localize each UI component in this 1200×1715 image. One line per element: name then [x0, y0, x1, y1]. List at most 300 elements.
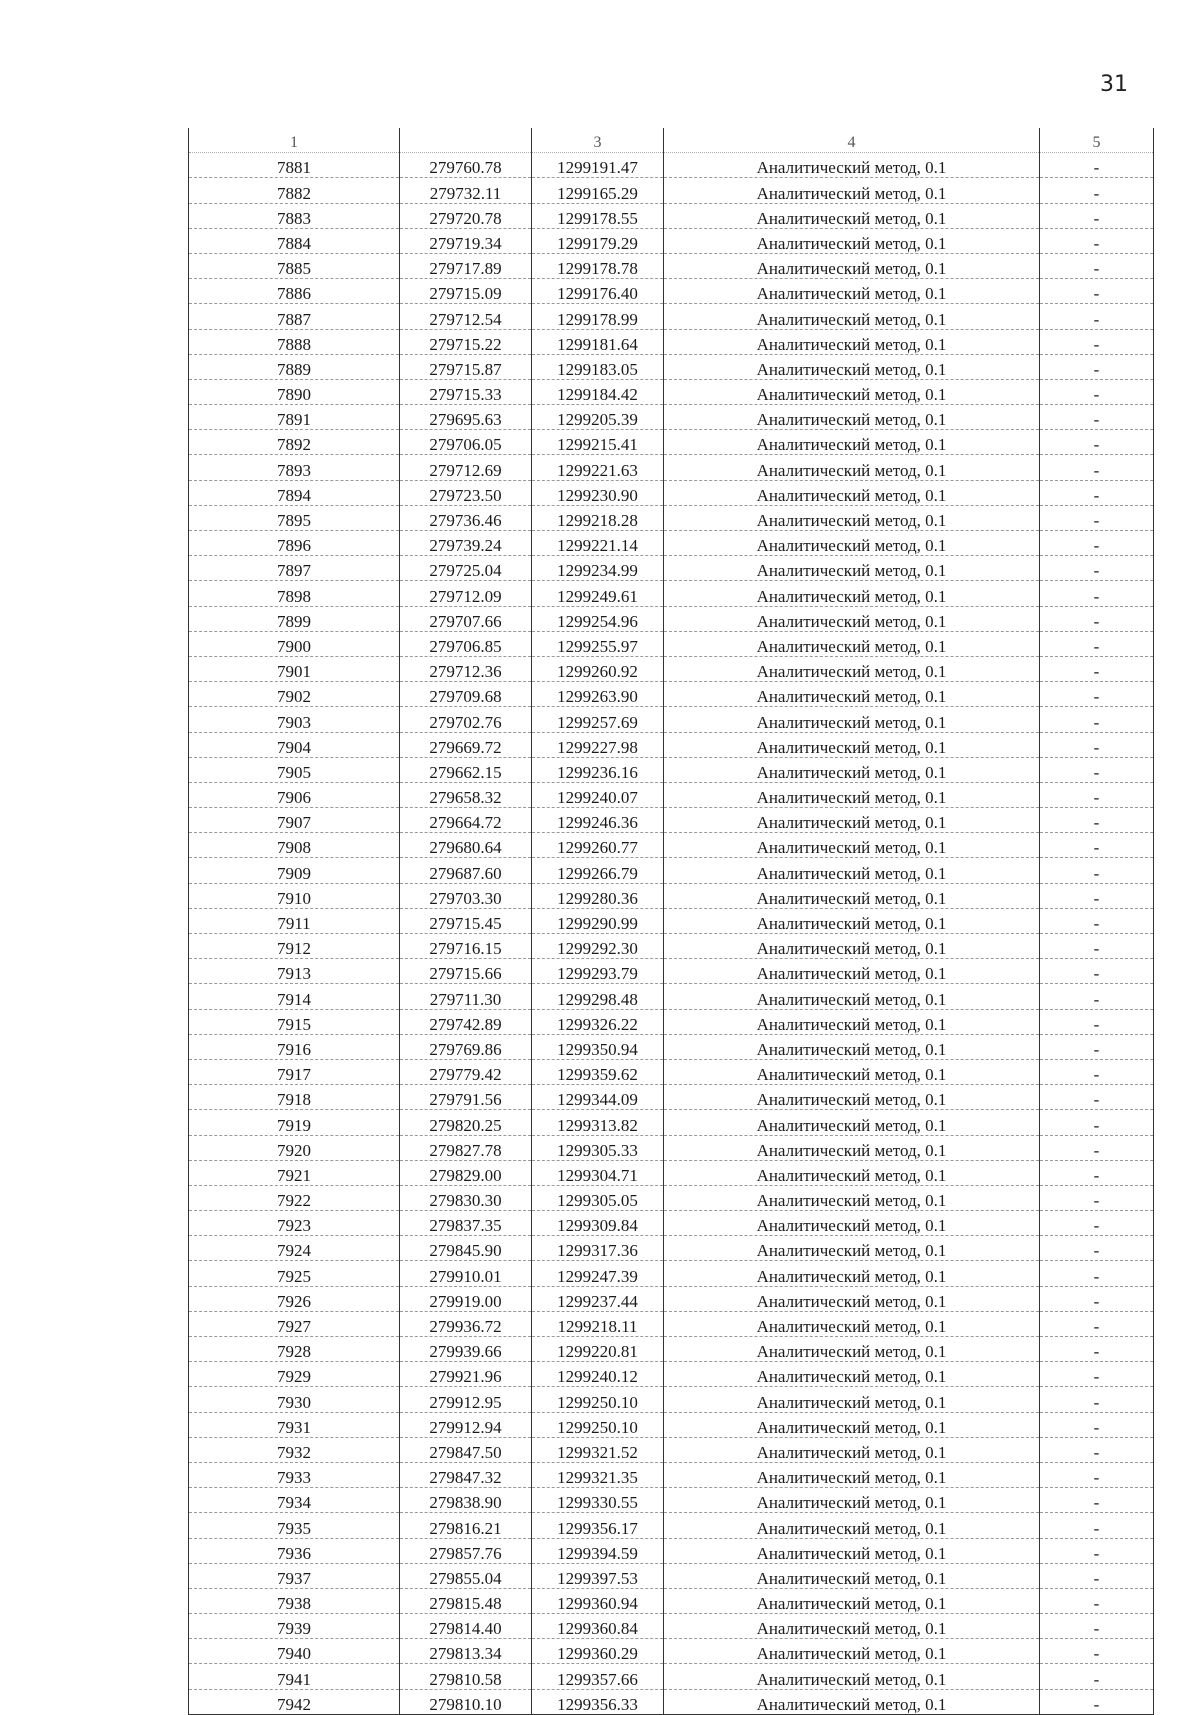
y-coordinate-cell: 1299215.41 — [532, 430, 664, 455]
table-row — [189, 1588, 1154, 1613]
point-number-cell: 7881 — [189, 153, 400, 178]
note-cell: - — [1040, 757, 1154, 782]
x-coordinate-cell: 279709.68 — [400, 682, 532, 707]
point-number-cell: 7931 — [189, 1412, 400, 1437]
point-number-cell: 7934 — [189, 1488, 400, 1513]
y-coordinate-cell: 1299254.96 — [532, 606, 664, 631]
table-row — [189, 1135, 1154, 1160]
x-coordinate-cell: 279845.90 — [400, 1236, 532, 1261]
table-row — [189, 279, 1154, 304]
note-cell: - — [1040, 1437, 1154, 1462]
table-row — [189, 581, 1154, 606]
y-coordinate-cell: 1299360.84 — [532, 1614, 664, 1639]
point-number-cell: 7925 — [189, 1261, 400, 1286]
y-coordinate-cell: 1299326.22 — [532, 1009, 664, 1034]
method-cell: Аналитический метод, 0.1 — [664, 833, 1040, 858]
point-number-cell: 7927 — [189, 1311, 400, 1336]
method-cell: Аналитический метод, 0.1 — [664, 329, 1040, 354]
point-number-cell: 7928 — [189, 1337, 400, 1362]
note-cell: - — [1040, 178, 1154, 203]
method-cell: Аналитический метод, 0.1 — [664, 480, 1040, 505]
x-coordinate-cell: 279939.66 — [400, 1337, 532, 1362]
y-coordinate-cell: 1299360.29 — [532, 1639, 664, 1664]
table-row — [189, 631, 1154, 656]
x-coordinate-cell: 279910.01 — [400, 1261, 532, 1286]
x-coordinate-cell: 279732.11 — [400, 178, 532, 203]
y-coordinate-cell: 1299246.36 — [532, 808, 664, 833]
table-row — [189, 1286, 1154, 1311]
x-coordinate-cell: 279706.85 — [400, 631, 532, 656]
table-row — [189, 732, 1154, 757]
method-cell: Аналитический метод, 0.1 — [664, 908, 1040, 933]
table-row — [189, 1614, 1154, 1639]
y-coordinate-cell: 1299263.90 — [532, 682, 664, 707]
x-coordinate-cell: 279680.64 — [400, 833, 532, 858]
method-cell: Аналитический метод, 0.1 — [664, 1689, 1040, 1714]
x-coordinate-cell: 279855.04 — [400, 1563, 532, 1588]
y-coordinate-cell: 1299179.29 — [532, 228, 664, 253]
note-cell: - — [1040, 379, 1154, 404]
x-coordinate-cell: 279669.72 — [400, 732, 532, 757]
table-header-row — [189, 128, 1154, 153]
note-cell: - — [1040, 279, 1154, 304]
y-coordinate-cell: 1299260.77 — [532, 833, 664, 858]
method-cell: Аналитический метод, 0.1 — [664, 883, 1040, 908]
point-number-cell: 7937 — [189, 1563, 400, 1588]
note-cell: - — [1040, 707, 1154, 732]
y-coordinate-cell: 1299280.36 — [532, 883, 664, 908]
point-number-cell: 7891 — [189, 405, 400, 430]
method-cell: Аналитический метод, 0.1 — [664, 1437, 1040, 1462]
note-cell: - — [1040, 1513, 1154, 1538]
point-number-cell: 7901 — [189, 656, 400, 681]
table-row — [189, 1412, 1154, 1437]
method-cell: Аналитический метод, 0.1 — [664, 858, 1040, 883]
method-cell: Аналитический метод, 0.1 — [664, 279, 1040, 304]
x-coordinate-cell: 279791.56 — [400, 1085, 532, 1110]
x-coordinate-cell: 279717.89 — [400, 253, 532, 278]
y-coordinate-cell: 1299305.05 — [532, 1185, 664, 1210]
table-row — [189, 405, 1154, 430]
column-header-5: 5 — [1040, 128, 1154, 153]
y-coordinate-cell: 1299305.33 — [532, 1135, 664, 1160]
point-number-cell: 7924 — [189, 1236, 400, 1261]
point-number-cell: 7911 — [189, 908, 400, 933]
y-coordinate-cell: 1299221.63 — [532, 455, 664, 480]
y-coordinate-cell: 1299176.40 — [532, 279, 664, 304]
note-cell: - — [1040, 253, 1154, 278]
point-number-cell: 7902 — [189, 682, 400, 707]
table-row — [189, 782, 1154, 807]
note-cell: - — [1040, 908, 1154, 933]
x-coordinate-cell: 279720.78 — [400, 203, 532, 228]
note-cell: - — [1040, 883, 1154, 908]
table-row — [189, 1664, 1154, 1689]
y-coordinate-cell: 1299250.10 — [532, 1387, 664, 1412]
method-cell: Аналитический метод, 0.1 — [664, 656, 1040, 681]
method-cell: Аналитический метод, 0.1 — [664, 1311, 1040, 1336]
x-coordinate-cell: 279723.50 — [400, 480, 532, 505]
y-coordinate-cell: 1299181.64 — [532, 329, 664, 354]
x-coordinate-cell: 279703.30 — [400, 883, 532, 908]
point-number-cell: 7882 — [189, 178, 400, 203]
y-coordinate-cell: 1299313.82 — [532, 1110, 664, 1135]
table-row — [189, 1085, 1154, 1110]
note-cell: - — [1040, 228, 1154, 253]
table-row — [189, 1538, 1154, 1563]
y-coordinate-cell: 1299191.47 — [532, 153, 664, 178]
x-coordinate-cell: 279830.30 — [400, 1185, 532, 1210]
table-row — [189, 707, 1154, 732]
method-cell: Аналитический метод, 0.1 — [664, 304, 1040, 329]
y-coordinate-cell: 1299266.79 — [532, 858, 664, 883]
point-number-cell: 7899 — [189, 606, 400, 631]
table-row — [189, 531, 1154, 556]
table-row — [189, 556, 1154, 581]
x-coordinate-cell: 279715.45 — [400, 908, 532, 933]
table-row — [189, 908, 1154, 933]
note-cell: - — [1040, 1236, 1154, 1261]
table-row — [189, 1437, 1154, 1462]
note-cell: - — [1040, 405, 1154, 430]
table-row — [189, 959, 1154, 984]
table-row — [189, 430, 1154, 455]
x-coordinate-cell: 279712.36 — [400, 656, 532, 681]
y-coordinate-cell: 1299220.81 — [532, 1337, 664, 1362]
x-coordinate-cell: 279742.89 — [400, 1009, 532, 1034]
table-row — [189, 203, 1154, 228]
point-number-cell: 7904 — [189, 732, 400, 757]
y-coordinate-cell: 1299178.55 — [532, 203, 664, 228]
x-coordinate-cell: 279847.32 — [400, 1462, 532, 1487]
method-cell: Аналитический метод, 0.1 — [664, 1261, 1040, 1286]
y-coordinate-cell: 1299234.99 — [532, 556, 664, 581]
method-cell: Аналитический метод, 0.1 — [664, 1588, 1040, 1613]
table-row — [189, 1513, 1154, 1538]
x-coordinate-cell: 279736.46 — [400, 505, 532, 530]
x-coordinate-cell: 279706.05 — [400, 430, 532, 455]
x-coordinate-cell: 279912.95 — [400, 1387, 532, 1412]
table-row — [189, 1311, 1154, 1336]
method-cell: Аналитический метод, 0.1 — [664, 228, 1040, 253]
x-coordinate-cell: 279810.58 — [400, 1664, 532, 1689]
y-coordinate-cell: 1299178.99 — [532, 304, 664, 329]
note-cell: - — [1040, 808, 1154, 833]
table-row — [189, 606, 1154, 631]
method-cell: Аналитический метод, 0.1 — [664, 631, 1040, 656]
method-cell: Аналитический метод, 0.1 — [664, 732, 1040, 757]
note-cell: - — [1040, 858, 1154, 883]
method-cell: Аналитический метод, 0.1 — [664, 1563, 1040, 1588]
note-cell: - — [1040, 682, 1154, 707]
table-row — [189, 1211, 1154, 1236]
point-number-cell: 7923 — [189, 1211, 400, 1236]
point-number-cell: 7895 — [189, 505, 400, 530]
point-number-cell: 7907 — [189, 808, 400, 833]
table-row — [189, 1236, 1154, 1261]
note-cell: - — [1040, 354, 1154, 379]
x-coordinate-cell: 279712.69 — [400, 455, 532, 480]
y-coordinate-cell: 1299356.33 — [532, 1689, 664, 1714]
note-cell: - — [1040, 531, 1154, 556]
note-cell: - — [1040, 782, 1154, 807]
point-number-cell: 7884 — [189, 228, 400, 253]
x-coordinate-cell: 279658.32 — [400, 782, 532, 807]
point-number-cell: 7894 — [189, 480, 400, 505]
table-row — [189, 833, 1154, 858]
note-cell: - — [1040, 833, 1154, 858]
point-number-cell: 7914 — [189, 984, 400, 1009]
table-row — [189, 1387, 1154, 1412]
table-row — [189, 1059, 1154, 1084]
point-number-cell: 7888 — [189, 329, 400, 354]
y-coordinate-cell: 1299236.16 — [532, 757, 664, 782]
method-cell: Аналитический метод, 0.1 — [664, 1211, 1040, 1236]
method-cell: Аналитический метод, 0.1 — [664, 430, 1040, 455]
point-number-cell: 7917 — [189, 1059, 400, 1084]
table-row — [189, 253, 1154, 278]
method-cell: Аналитический метод, 0.1 — [664, 1085, 1040, 1110]
table-row — [189, 1362, 1154, 1387]
x-coordinate-cell: 279725.04 — [400, 556, 532, 581]
note-cell: - — [1040, 329, 1154, 354]
x-coordinate-cell: 279827.78 — [400, 1135, 532, 1160]
method-cell: Аналитический метод, 0.1 — [664, 1412, 1040, 1437]
note-cell: - — [1040, 556, 1154, 581]
note-cell: - — [1040, 455, 1154, 480]
table-row — [189, 1563, 1154, 1588]
y-coordinate-cell: 1299230.90 — [532, 480, 664, 505]
method-cell: Аналитический метод, 0.1 — [664, 1135, 1040, 1160]
method-cell: Аналитический метод, 0.1 — [664, 1059, 1040, 1084]
point-number-cell: 7913 — [189, 959, 400, 984]
x-coordinate-cell: 279769.86 — [400, 1034, 532, 1059]
y-coordinate-cell: 1299304.71 — [532, 1160, 664, 1185]
method-cell: Аналитический метод, 0.1 — [664, 153, 1040, 178]
note-cell: - — [1040, 1689, 1154, 1714]
method-cell: Аналитический метод, 0.1 — [664, 934, 1040, 959]
y-coordinate-cell: 1299237.44 — [532, 1286, 664, 1311]
note-cell: - — [1040, 430, 1154, 455]
y-coordinate-cell: 1299240.07 — [532, 782, 664, 807]
note-cell: - — [1040, 1639, 1154, 1664]
note-cell: - — [1040, 304, 1154, 329]
table-row — [189, 682, 1154, 707]
table-row — [189, 455, 1154, 480]
page-number: 31 — [1100, 72, 1128, 97]
coordinates-table — [188, 128, 1154, 1715]
method-cell: Аналитический метод, 0.1 — [664, 1362, 1040, 1387]
table-row — [189, 228, 1154, 253]
note-cell: - — [1040, 1614, 1154, 1639]
table-row — [189, 354, 1154, 379]
y-coordinate-cell: 1299350.94 — [532, 1034, 664, 1059]
y-coordinate-cell: 1299250.10 — [532, 1412, 664, 1437]
x-coordinate-cell: 279838.90 — [400, 1488, 532, 1513]
point-number-cell: 7890 — [189, 379, 400, 404]
column-header-2 — [400, 128, 532, 153]
table-row — [189, 934, 1154, 959]
x-coordinate-cell: 279837.35 — [400, 1211, 532, 1236]
note-cell: - — [1040, 1337, 1154, 1362]
method-cell: Аналитический метод, 0.1 — [664, 1110, 1040, 1135]
y-coordinate-cell: 1299165.29 — [532, 178, 664, 203]
method-cell: Аналитический метод, 0.1 — [664, 1160, 1040, 1185]
table-row — [189, 883, 1154, 908]
x-coordinate-cell: 279816.21 — [400, 1513, 532, 1538]
y-coordinate-cell: 1299357.66 — [532, 1664, 664, 1689]
x-coordinate-cell: 279936.72 — [400, 1311, 532, 1336]
point-number-cell: 7898 — [189, 581, 400, 606]
x-coordinate-cell: 279715.66 — [400, 959, 532, 984]
point-number-cell: 7932 — [189, 1437, 400, 1462]
method-cell: Аналитический метод, 0.1 — [664, 178, 1040, 203]
method-cell: Аналитический метод, 0.1 — [664, 808, 1040, 833]
point-number-cell: 7916 — [189, 1034, 400, 1059]
method-cell: Аналитический метод, 0.1 — [664, 1387, 1040, 1412]
y-coordinate-cell: 1299221.14 — [532, 531, 664, 556]
y-coordinate-cell: 1299178.78 — [532, 253, 664, 278]
note-cell: - — [1040, 984, 1154, 1009]
y-coordinate-cell: 1299360.94 — [532, 1588, 664, 1613]
table-row — [189, 1110, 1154, 1135]
table-row — [189, 656, 1154, 681]
point-number-cell: 7941 — [189, 1664, 400, 1689]
method-cell: Аналитический метод, 0.1 — [664, 1236, 1040, 1261]
table-row — [189, 505, 1154, 530]
note-cell: - — [1040, 1588, 1154, 1613]
point-number-cell: 7919 — [189, 1110, 400, 1135]
note-cell: - — [1040, 1488, 1154, 1513]
x-coordinate-cell: 279712.09 — [400, 581, 532, 606]
table-row — [189, 480, 1154, 505]
table-row — [189, 808, 1154, 833]
x-coordinate-cell: 279711.30 — [400, 984, 532, 1009]
y-coordinate-cell: 1299321.52 — [532, 1437, 664, 1462]
table-row — [189, 379, 1154, 404]
table-row — [189, 1639, 1154, 1664]
table-body — [189, 153, 1154, 1715]
point-number-cell: 7921 — [189, 1160, 400, 1185]
note-cell: - — [1040, 1034, 1154, 1059]
method-cell: Аналитический метод, 0.1 — [664, 505, 1040, 530]
point-number-cell: 7908 — [189, 833, 400, 858]
point-number-cell: 7909 — [189, 858, 400, 883]
y-coordinate-cell: 1299184.42 — [532, 379, 664, 404]
table-row — [189, 1009, 1154, 1034]
note-cell: - — [1040, 1362, 1154, 1387]
method-cell: Аналитический метод, 0.1 — [664, 606, 1040, 631]
y-coordinate-cell: 1299330.55 — [532, 1488, 664, 1513]
table-row — [189, 178, 1154, 203]
x-coordinate-cell: 279739.24 — [400, 531, 532, 556]
y-coordinate-cell: 1299240.12 — [532, 1362, 664, 1387]
note-cell: - — [1040, 1085, 1154, 1110]
point-number-cell: 7933 — [189, 1462, 400, 1487]
column-header-3: 3 — [532, 128, 664, 153]
table-row — [189, 984, 1154, 1009]
point-number-cell: 7926 — [189, 1286, 400, 1311]
note-cell: - — [1040, 959, 1154, 984]
table-row — [189, 858, 1154, 883]
note-cell: - — [1040, 1110, 1154, 1135]
table-row — [189, 1261, 1154, 1286]
table-row — [189, 304, 1154, 329]
y-coordinate-cell: 1299183.05 — [532, 354, 664, 379]
note-cell: - — [1040, 934, 1154, 959]
x-coordinate-cell: 279662.15 — [400, 757, 532, 782]
y-coordinate-cell: 1299205.39 — [532, 405, 664, 430]
table-row — [189, 1034, 1154, 1059]
y-coordinate-cell: 1299290.99 — [532, 908, 664, 933]
y-coordinate-cell: 1299255.97 — [532, 631, 664, 656]
note-cell: - — [1040, 1261, 1154, 1286]
point-number-cell: 7883 — [189, 203, 400, 228]
method-cell: Аналитический метод, 0.1 — [664, 1286, 1040, 1311]
method-cell: Аналитический метод, 0.1 — [664, 707, 1040, 732]
point-number-cell: 7940 — [189, 1639, 400, 1664]
point-number-cell: 7918 — [189, 1085, 400, 1110]
y-coordinate-cell: 1299247.39 — [532, 1261, 664, 1286]
y-coordinate-cell: 1299359.62 — [532, 1059, 664, 1084]
point-number-cell: 7915 — [189, 1009, 400, 1034]
table-row — [189, 1160, 1154, 1185]
y-coordinate-cell: 1299293.79 — [532, 959, 664, 984]
note-cell: - — [1040, 606, 1154, 631]
method-cell: Аналитический метод, 0.1 — [664, 1337, 1040, 1362]
table-row — [189, 329, 1154, 354]
point-number-cell: 7910 — [189, 883, 400, 908]
note-cell: - — [1040, 1160, 1154, 1185]
note-cell: - — [1040, 631, 1154, 656]
x-coordinate-cell: 279715.09 — [400, 279, 532, 304]
method-cell: Аналитический метод, 0.1 — [664, 757, 1040, 782]
x-coordinate-cell: 279814.40 — [400, 1614, 532, 1639]
x-coordinate-cell: 279779.42 — [400, 1059, 532, 1084]
x-coordinate-cell: 279702.76 — [400, 707, 532, 732]
table-row — [189, 1337, 1154, 1362]
point-number-cell: 7903 — [189, 707, 400, 732]
method-cell: Аналитический метод, 0.1 — [664, 531, 1040, 556]
point-number-cell: 7893 — [189, 455, 400, 480]
method-cell: Аналитический метод, 0.1 — [664, 354, 1040, 379]
point-number-cell: 7939 — [189, 1614, 400, 1639]
note-cell: - — [1040, 505, 1154, 530]
note-cell: - — [1040, 153, 1154, 178]
y-coordinate-cell: 1299218.11 — [532, 1311, 664, 1336]
x-coordinate-cell: 279813.34 — [400, 1639, 532, 1664]
point-number-cell: 7897 — [189, 556, 400, 581]
x-coordinate-cell: 279815.48 — [400, 1588, 532, 1613]
table-row — [189, 1185, 1154, 1210]
point-number-cell: 7938 — [189, 1588, 400, 1613]
note-cell: - — [1040, 203, 1154, 228]
note-cell: - — [1040, 1387, 1154, 1412]
method-cell: Аналитический метод, 0.1 — [664, 1639, 1040, 1664]
x-coordinate-cell: 279719.34 — [400, 228, 532, 253]
note-cell: - — [1040, 1412, 1154, 1437]
method-cell: Аналитический метод, 0.1 — [664, 455, 1040, 480]
x-coordinate-cell: 279707.66 — [400, 606, 532, 631]
point-number-cell: 7905 — [189, 757, 400, 782]
method-cell: Аналитический метод, 0.1 — [664, 405, 1040, 430]
y-coordinate-cell: 1299309.84 — [532, 1211, 664, 1236]
note-cell: - — [1040, 1286, 1154, 1311]
y-coordinate-cell: 1299317.36 — [532, 1236, 664, 1261]
y-coordinate-cell: 1299260.92 — [532, 656, 664, 681]
point-number-cell: 7906 — [189, 782, 400, 807]
y-coordinate-cell: 1299227.98 — [532, 732, 664, 757]
